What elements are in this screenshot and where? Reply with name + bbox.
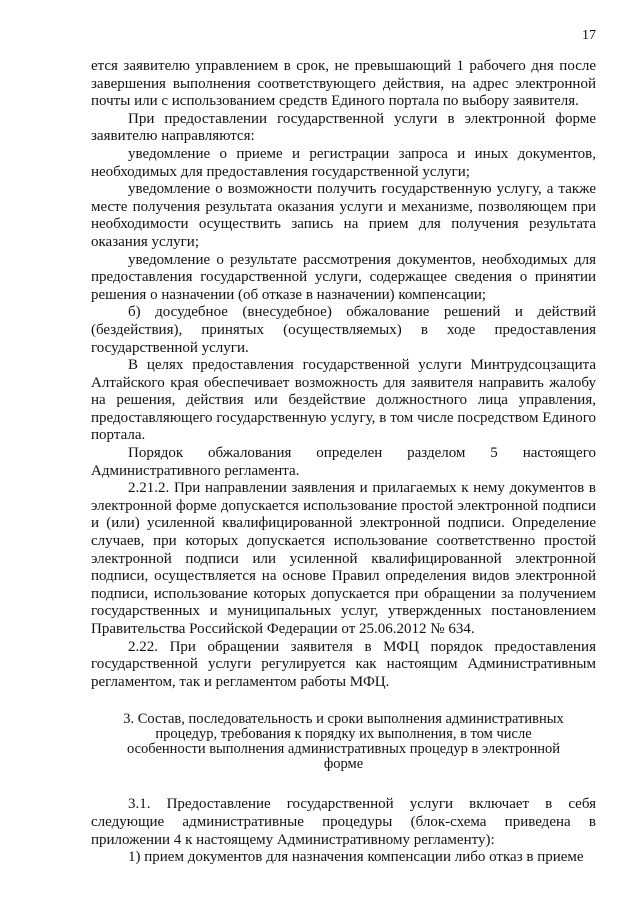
paragraph: уведомление о приеме и регистрации запроса и иных документов, необходимых для предоставления государственной услуги; xyxy=(91,145,596,180)
paragraph: 1) прием документов для назначения компенсации либо отказ в приеме xyxy=(128,849,584,866)
paragraph: В целях предоставления государственной услуги Минтрудсоцзащита Алтайского края обеспечивает возможность для заявителя направить жалобу на решения, действия или бездействие должностного лица управления, предоставляющего государственную услугу, в том числе посредством Единого портала. xyxy=(91,357,596,444)
paragraph: Порядок обжалования определен разделом 5 настоящего Административного регламента. xyxy=(91,445,596,479)
paragraph: 2.21.2. При направлении заявления и прилагаемых к нему документов в электронной форме допускается использование простой электронной подписи и (или) усиленной квалифицированной электронной подписи. Определение случаев, при которых допускается использование соответственно простой электронной подписи или усиленной квалифицированной электронной подписи, осуществляется на основе Правил определения видов электронной подписи, использование которых допускается при обращении за получением государственных и муниципальных услуг, утвержденных постановлением Правительства Российской Федерации от 25.06.2012 № 634. xyxy=(91,480,596,637)
section-heading xyxy=(119,712,568,772)
section-heading-text: 3. Состав, последовательность и сроки выполнения административных процедур, требования к порядку их выполнения, в том числе особенности выполнения административных процедур в электронной форме xyxy=(123,711,564,773)
paragraph: уведомление о результате рассмотрения документов, необходимых для предоставления государственной услуги, содержащее сведения о принятии решения о назначении (об отказе в назначении) компенсации; xyxy=(91,251,596,303)
paragraph: 3.1. Предоставление государственной услуги включает в себя следующие административные процедуры (блок-схема приведена в приложении 4 к настоящему Административному регламенту): xyxy=(91,796,596,848)
body-text xyxy=(91,58,596,867)
paragraph: ется заявителю управлением в срок, не превышающий 1 рабочего дня после завершения выполнения соответствующего действия, на адрес электронной почты или с использованием средств Единого портала по выбору заявителя. xyxy=(91,58,596,110)
paragraph: б) досудебное (внесудебное) обжалование решений и действий (бездействия), принятых (осуществляемых) в ходе предоставления государственной услуги. xyxy=(91,304,596,356)
paragraph: 2.22. При обращении заявителя в МФЦ порядок предоставления государственной услуги регулируется как настоящим Административным регламентом, так и регламентом работы МФЦ. xyxy=(91,638,596,690)
paragraph: При предоставлении государственной услуги в электронной форме заявителю направляются: xyxy=(91,110,596,145)
paragraph: уведомление о возможности получить государственную услугу, а также месте получения результата оказания услуги и механизме, позволяющем при необходимости осуществить запись на прием для получения результата оказания услуги; xyxy=(91,181,596,250)
page-number: 17 xyxy=(582,28,596,43)
